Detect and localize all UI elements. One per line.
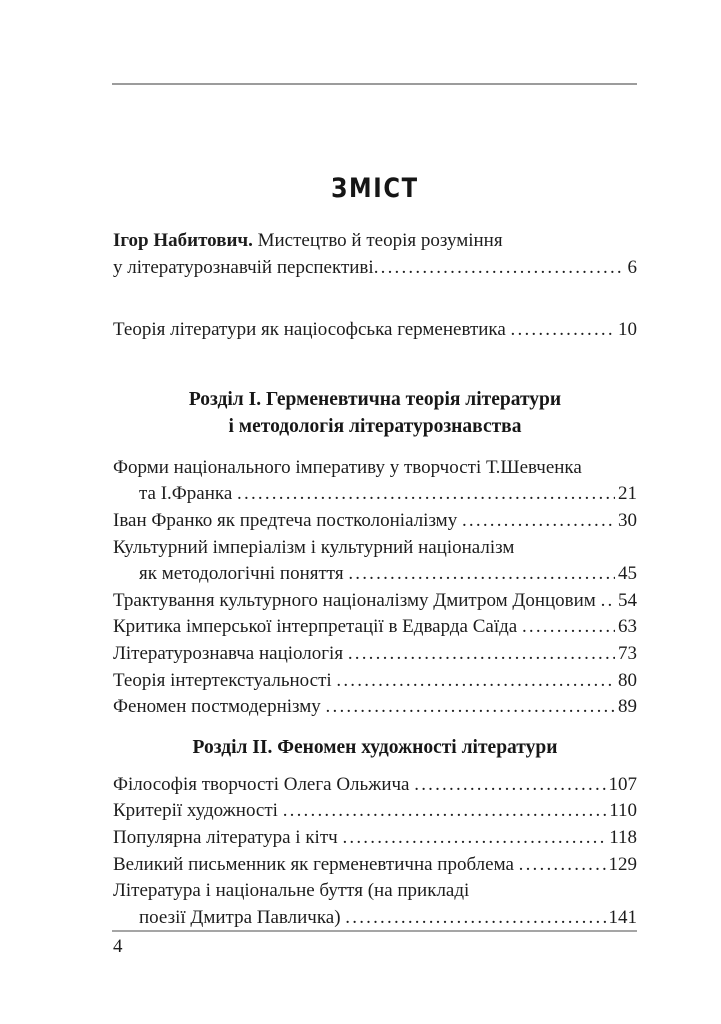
toc-line-text: Великий письменник як герменевтична проблема [113,853,519,875]
toc-line [113,535,637,562]
dot-leader [462,508,615,535]
toc-line-text: Критерії художності [113,800,283,822]
toc-entry [113,588,637,615]
toc-line-text: Література і національне буття (на прикладі [113,880,470,902]
toc-page-ref: 118 [609,826,637,848]
toc-line [113,772,637,799]
toc-line-text-group [139,905,345,932]
toc-entry [113,772,637,799]
dot-leader [374,255,625,282]
toc-page-ref: 63 [618,616,637,638]
toc-page-ref: 89 [618,696,637,718]
toc-line-text: та І.Франка [139,483,238,505]
toc-line-text: Мистецтво й теорія розуміння [252,230,503,251]
toc-entry [113,535,637,588]
toc-entry [113,317,637,344]
dot-leader [237,481,615,508]
chapter-heading-line: Розділ I. Герменевтична теорія літератури [188,388,562,410]
toc-entry [113,825,637,852]
dot-leader [519,852,606,879]
dot-leader [326,694,615,721]
page-title: ЗМІСТ [331,173,419,205]
toc-entry [113,798,637,825]
toc-line-text: Теорія інтертекстуальності [113,669,337,691]
toc-line-text: як методологічні поняття [139,563,349,585]
toc-page-ref: 54 [618,589,637,611]
toc-entry [113,641,637,668]
toc-line-text: Феномен постмодернізму [113,696,326,718]
toc-line-text: Літературознавча націологія [113,642,348,664]
toc-line [113,508,637,535]
toc-line-text-group [113,614,522,641]
toc-entry [113,455,637,508]
chapter-heading [113,386,637,440]
toc-line-text-group [113,772,414,799]
page-number: 4 [113,936,123,957]
toc-page-ref: 45 [618,563,637,585]
dot-leader [345,905,605,932]
toc-line-text-group [113,255,374,282]
toc-line-text: Теорія літератури як націософська герменевтика [113,319,511,341]
dot-leader [522,614,615,641]
toc-line-text-group [113,588,601,615]
toc-line [113,852,637,879]
dot-leader [283,798,607,825]
toc-page-ref: 6 [627,256,637,278]
toc-page-ref: 110 [609,800,637,822]
toc-line-text: Філософія творчості Олега Ольжича [113,773,415,795]
toc-entry [113,508,637,535]
toc-line-text: Культурний імперіалізм і культурний націоналізм [113,536,515,558]
toc-line [113,694,637,721]
toc-line-text-group [113,317,511,344]
toc-author-name: Ігор Набитович. [113,230,253,251]
toc-page-ref: 30 [618,509,637,531]
toc-line-text-group [113,668,336,695]
dot-leader [414,772,605,799]
table-of-contents [113,228,637,931]
toc-line-text: Критика імперської інтерпретації в Едварда Саїда [113,616,522,638]
toc-line [113,878,637,905]
chapter-heading [113,734,637,761]
toc-line-text-group [113,798,283,825]
toc-page-ref: 21 [618,483,637,505]
footer-rule [112,930,637,932]
toc-line-text: Трактування культурного націоналізму Дмитром Донцовим [113,589,601,611]
toc-line [113,228,637,255]
toc-line-text-group [113,508,462,535]
dot-leader [336,668,615,695]
toc-entry [113,614,637,641]
toc-line-text-group [113,852,519,879]
chapter-heading-line: Розділ II. Феномен художності літератури [192,736,558,758]
toc-line-text-group [113,455,582,482]
toc-line-text: у літературознавчій перспективі [113,256,374,278]
toc-line [113,825,637,852]
toc-line-text-group [113,641,348,668]
toc-line [113,798,637,825]
toc-line [113,588,637,615]
toc-line [113,905,637,932]
toc-entry [113,878,637,931]
toc-line-text: Форми національного імперативу у творчості Т.Шевченка [113,456,582,478]
toc-line [113,668,637,695]
toc-line-text: поезії Дмитра Павличка) [139,906,346,928]
toc-line [113,641,637,668]
toc-line-text: Популярна література і кітч [113,826,343,848]
toc-page-ref: 107 [608,773,637,795]
toc-entry [113,852,637,879]
dot-leader [348,641,615,668]
toc-page-ref: 80 [618,669,637,691]
toc-line [113,317,637,344]
toc-line [113,614,637,641]
chapter-heading-line: і методологія літературознавства [228,415,522,437]
toc-line [113,481,637,508]
dot-leader [348,561,615,588]
toc-page-ref: 129 [608,853,637,875]
toc-line [113,455,637,482]
toc-page-ref: 141 [608,906,637,928]
toc-line-text-group [113,825,342,852]
toc-line-text-group [113,878,469,905]
toc-line [113,255,637,282]
toc-line-text-group [113,535,514,562]
toc-line-text-group [139,561,348,588]
toc-entry [113,668,637,695]
toc-line-text-group [113,228,503,255]
toc-line-text-group [113,694,326,721]
dot-leader [601,588,615,615]
toc-page-ref: 10 [618,319,637,341]
toc-entry [113,228,637,281]
toc-page-ref: 73 [618,642,637,664]
header-rule [112,83,637,85]
dot-leader [342,825,606,852]
toc-entry [113,694,637,721]
toc-line-text: Іван Франко як предтеча постколоніалізму [113,509,462,531]
toc-line [113,561,637,588]
toc-line-text-group [139,481,237,508]
dot-leader [511,317,615,344]
